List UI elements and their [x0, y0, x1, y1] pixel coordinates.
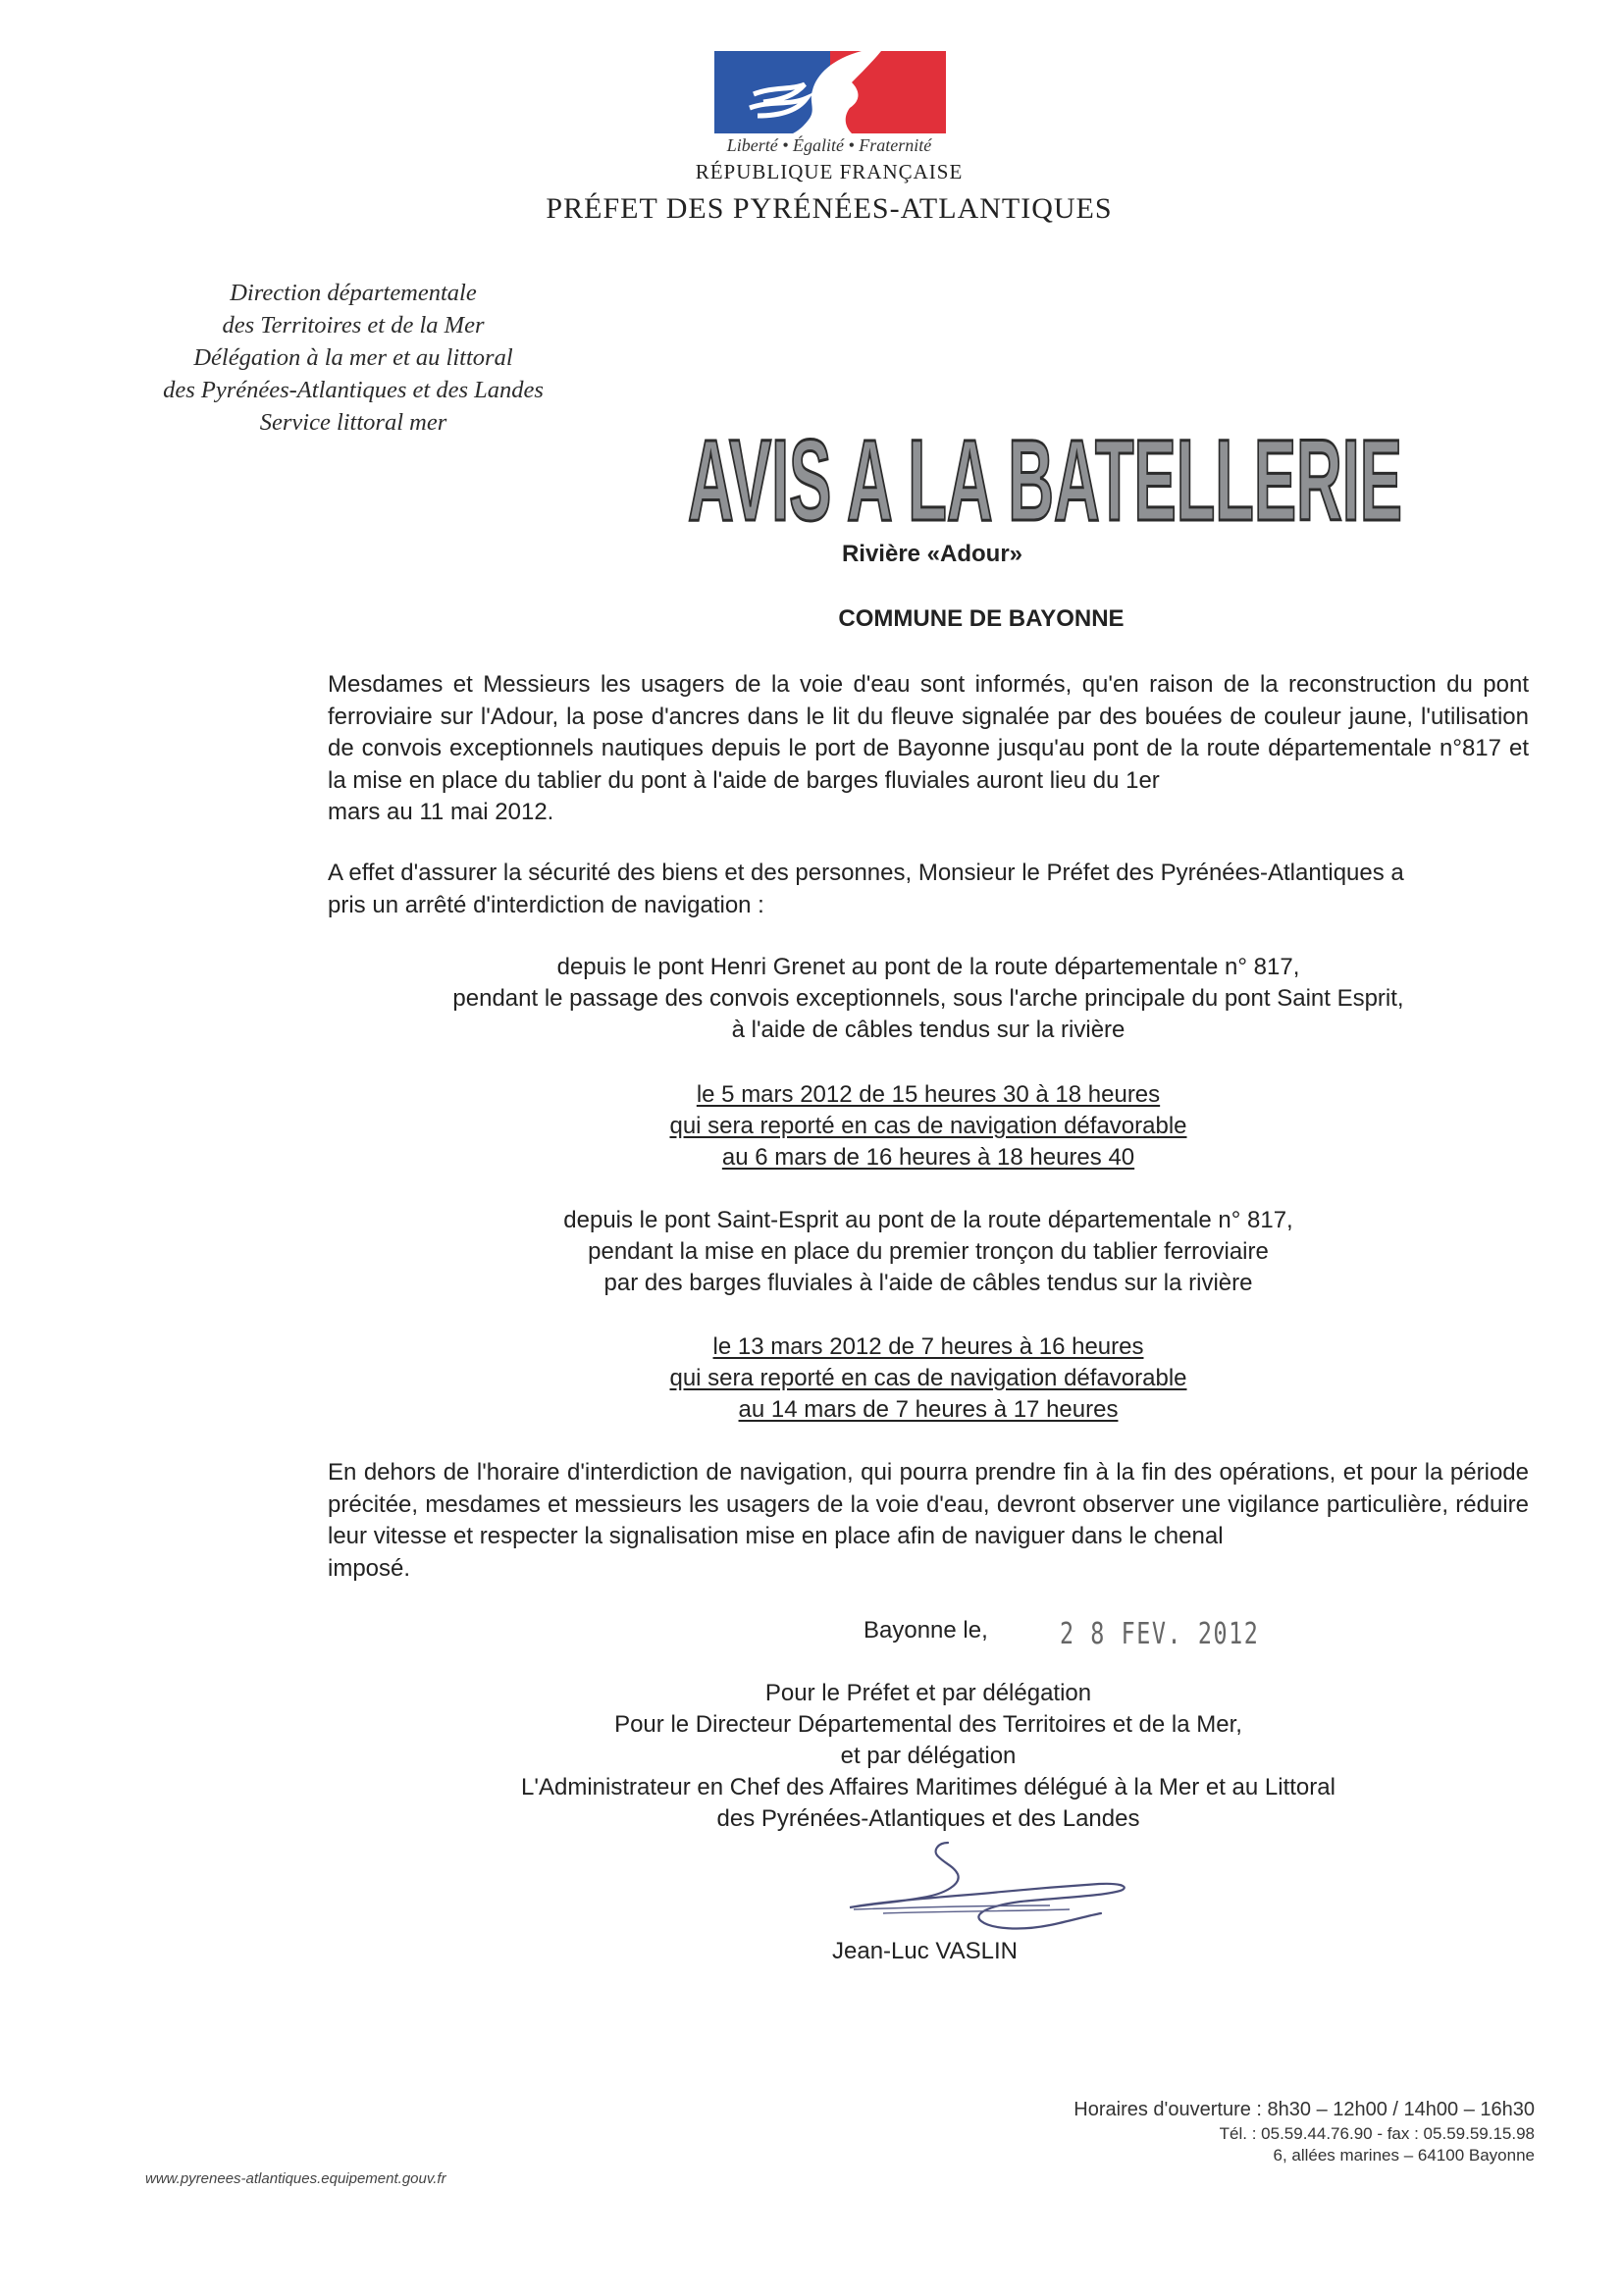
place-label: Bayonne le,	[864, 1617, 988, 1644]
paragraph-vigilance	[328, 1457, 1529, 1585]
department-line: Délégation à la mer et au littoral	[193, 344, 513, 371]
signature-line: Pour le Directeur Départemental des Territoires et de la Mer,	[614, 1711, 1242, 1738]
schedule-line: le 13 mars 2012 de 7 heures à 16 heures	[712, 1333, 1144, 1360]
address: 6, allées marines – 64100 Bayonne	[1273, 2146, 1535, 2165]
river-name: Rivière «Adour»	[841, 541, 1023, 567]
commune-name: COMMUNE DE BAYONNE	[838, 605, 1125, 632]
schedule-line: au 14 mars de 7 heures à 17 heures	[738, 1396, 1119, 1423]
restriction-schedule-1	[328, 1079, 1529, 1174]
paragraph-text: A effet d'assurer la sécurité des biens et des personnes, Monsieur le Préfet des Pyrénées-Atlantiques a	[328, 860, 1404, 886]
signature-line: L'Administrateur en Chef des Affaires Maritimes délégué à la Mer et au Littoral	[521, 1774, 1335, 1800]
restriction-line: à l'aide de câbles tendus sur la rivière	[731, 1017, 1126, 1043]
republic-label: RÉPUBLIQUE FRANÇAISE	[695, 160, 964, 183]
department-line: des Pyrénées-Atlantiques et des Landes	[163, 377, 544, 403]
signature-block	[328, 1678, 1529, 1835]
schedule-line: le 5 mars 2012 de 15 heures 30 à 18 heures	[696, 1081, 1161, 1108]
date-stamp: 2 8 FEV. 2012	[1060, 1617, 1260, 1651]
contact-info	[883, 2096, 1535, 2166]
schedule-line: qui sera reporté en cas de navigation défavorable	[669, 1365, 1187, 1391]
department-line: Service littoral mer	[259, 409, 447, 436]
prefet-heading: PRÉFET DES PYRÉNÉES-ATLANTIQUES	[546, 192, 1113, 225]
paragraph-security	[328, 858, 1529, 921]
department-line: des Territoires et de la Mer	[222, 312, 485, 339]
restriction-zone-2	[328, 1205, 1529, 1299]
restriction-line: depuis le pont Saint-Esprit au pont de la route départementale n° 817,	[563, 1207, 1293, 1233]
notice-title-text: AVIS A LA BATELLERIE	[688, 416, 1402, 538]
handwritten-signature	[844, 1837, 1138, 1935]
paragraph-last-line: mars au 11 mai 2012.	[328, 799, 554, 825]
signature-line: des Pyrénées-Atlantiques et des Landes	[716, 1805, 1140, 1832]
schedule-line: au 6 mars de 16 heures à 18 heures 40	[721, 1144, 1135, 1171]
schedule-line: qui sera reporté en cas de navigation défavorable	[669, 1113, 1187, 1139]
restriction-line: pendant la mise en place du premier tronçon du tablier ferroviaire	[588, 1238, 1269, 1265]
department-block	[128, 277, 579, 439]
motto: Liberté • Égalité • Fraternité	[726, 135, 932, 155]
paragraph-intro	[328, 669, 1529, 829]
phone-fax: Tél. : 05.59.44.76.90 - fax : 05.59.59.15.98	[1219, 2124, 1535, 2143]
signature-line: et par délégation	[840, 1743, 1017, 1769]
signer-name: Jean-Luc VASLIN	[832, 1938, 1018, 1964]
website-url: www.pyrenees-atlantiques.equipement.gouv.fr	[145, 2170, 446, 2187]
signature-line: Pour le Préfet et par délégation	[764, 1680, 1092, 1706]
restriction-line: depuis le pont Henri Grenet au pont de la route départementale n° 817,	[556, 954, 1300, 980]
opening-hours: Horaires d'ouverture : 8h30 – 12h00 / 14h00 – 16h30	[1073, 2099, 1535, 2120]
restriction-line: par des barges fluviales à l'aide de câbles tendus sur la rivière	[603, 1270, 1253, 1296]
paragraph-last-line: pris un arrêté d'interdiction de navigation :	[328, 891, 764, 918]
department-line: Direction départementale	[230, 280, 477, 306]
marianne-logo	[714, 51, 946, 133]
paragraph-text: En dehors de l'horaire d'interdiction de navigation, qui pourra prendre fin à la fin des opérations, et pour la période précitée, mesdames et messieurs les usagers de la voie d'eau, devront observer une vigilance particulière, réduire leur vitesse et respecter la signalisation mise en place afin de naviguer dans le chenal	[328, 1459, 1529, 1549]
notice-title	[677, 410, 1413, 538]
restriction-zone-1	[328, 952, 1529, 1046]
restriction-schedule-2	[328, 1331, 1529, 1426]
paragraph-text: Mesdames et Messieurs les usagers de la voie d'eau sont informés, qu'en raison de la reconstruction du pont ferroviaire sur l'Adour, la pose d'ancres dans le lit du fleuve signalée par des bouées de couleur jaune, l'utilisation de convois exceptionnels nautiques depuis le port de Bayonne jusqu'au pont de la route départementale n°817 et la mise en place du tablier du pont à l'aide de barges fluviales auront lieu du 1er	[328, 671, 1529, 794]
restriction-line: pendant le passage des convois exceptionnels, sous l'arche principale du pont Saint Esprit,	[452, 985, 1404, 1012]
paragraph-last-line: imposé.	[328, 1554, 411, 1582]
